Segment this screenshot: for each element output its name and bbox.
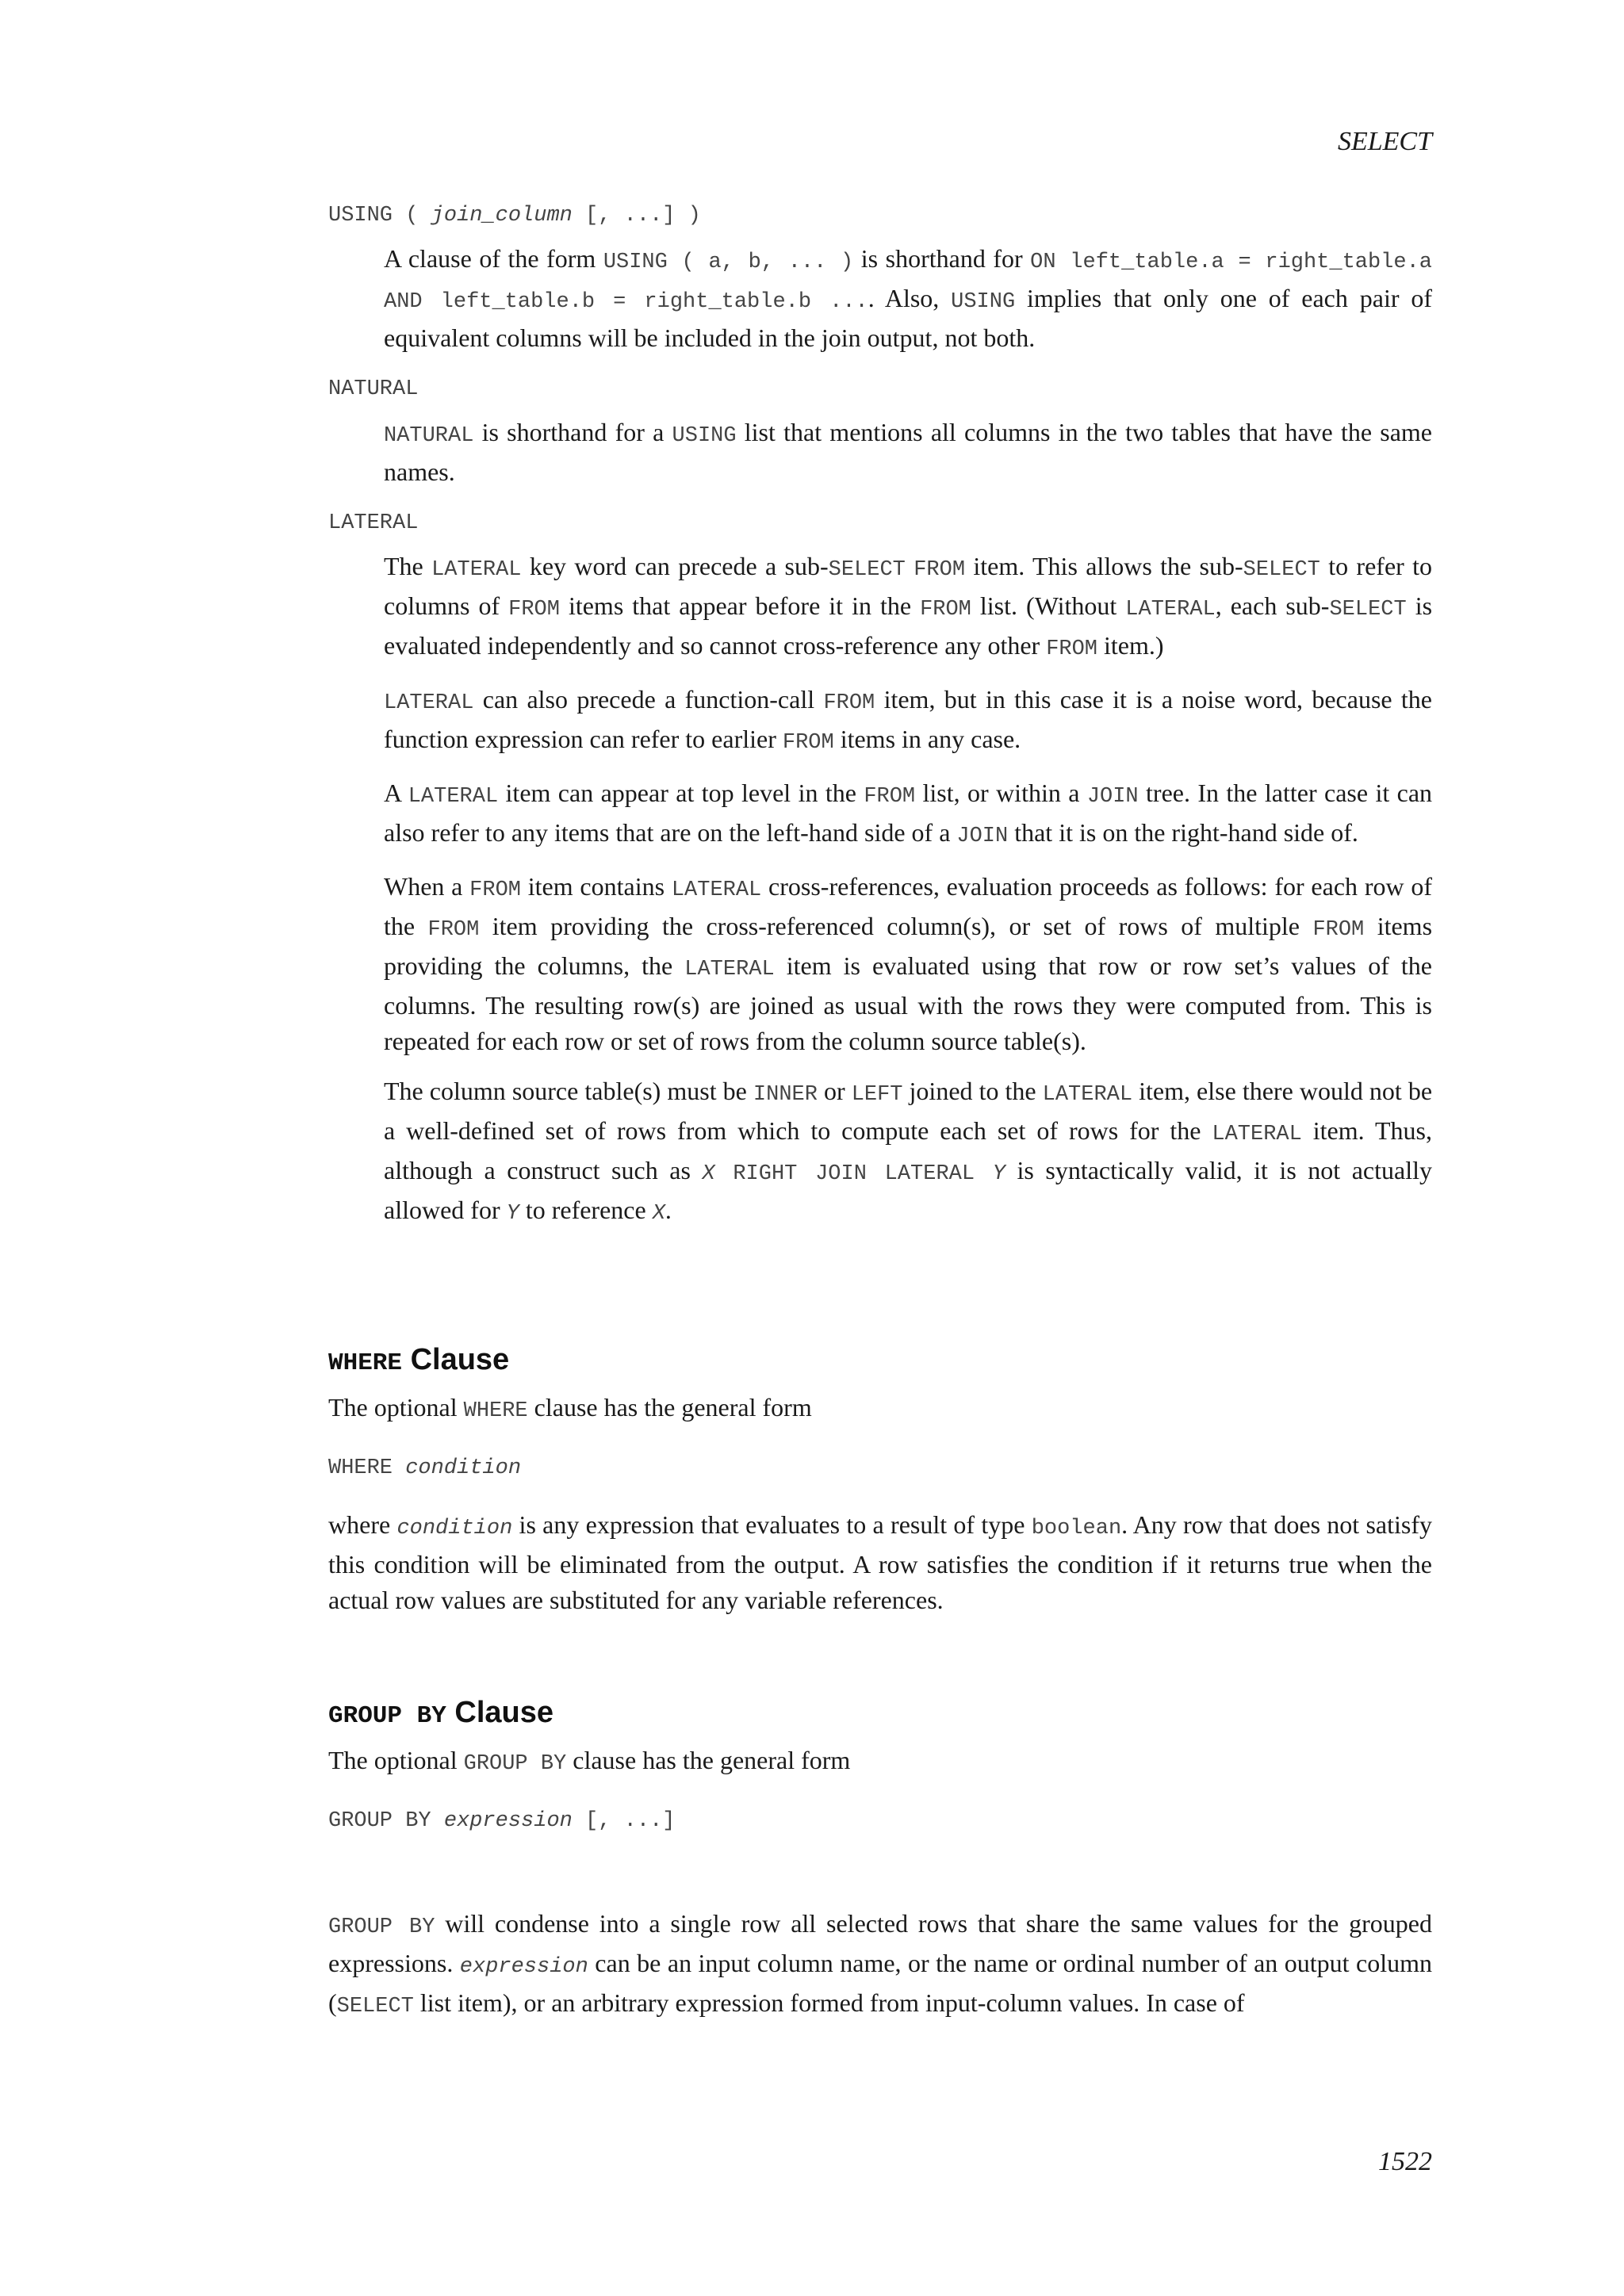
text: item. This allows the sub-	[965, 552, 1243, 580]
code-italic: condition	[396, 1517, 513, 1540]
term-using-keyword: USING (	[328, 204, 431, 228]
text: A clause of the form	[384, 244, 603, 273]
text: . Also,	[868, 284, 952, 312]
text: can be an input column name, or the name or ordinal number of an output column (	[328, 1949, 1433, 2017]
text: item providing the cross-referenced column(s), or set of rows of multiple	[479, 912, 1313, 940]
code: FROM	[1046, 637, 1097, 661]
code: USING	[672, 424, 737, 448]
code: ON left_table.a = right_table.a AND left_table.b = right_table.b ...	[384, 251, 1432, 314]
text: will condense into a single row all selected rows that share the same values for the grouped expressions.	[328, 1909, 1433, 1977]
text: to refer to columns of	[384, 552, 1433, 620]
syn-param: expression	[443, 1809, 573, 1833]
code: SELECT	[828, 558, 906, 582]
running-title: SELECT	[1337, 127, 1432, 156]
code: LATERAL	[431, 558, 522, 582]
text: items in any case.	[833, 725, 1021, 753]
term-lateral: LATERAL	[328, 511, 419, 535]
where-body	[328, 1507, 1432, 1618]
term-using	[328, 198, 1432, 233]
code: WHERE	[463, 1399, 528, 1423]
heading-text: Clause	[446, 1696, 553, 1729]
term-natural: NATURAL	[328, 377, 419, 401]
natural-description	[384, 415, 1432, 490]
text: item, but in this case it is a noise word, because the function expression can refer to earlier	[384, 685, 1433, 753]
code: FROM	[1312, 918, 1365, 942]
code: boolean	[1031, 1517, 1122, 1540]
code-italic: expression	[459, 1955, 588, 1979]
text: item, else there would not be a well-defined set of rows from which to compute each set of rows for the	[384, 1077, 1433, 1145]
page-content	[328, 198, 1432, 2025]
code: JOIN	[1086, 785, 1139, 809]
code-italic: Y	[506, 1202, 519, 1226]
text: The column source table(s) must be	[384, 1077, 753, 1105]
text: .	[665, 1196, 672, 1224]
code: LATERAL	[384, 691, 474, 715]
syn-keyword: WHERE	[328, 1456, 406, 1480]
code-italic: X	[702, 1162, 715, 1186]
text: where	[328, 1510, 397, 1539]
group-by-intro	[328, 1743, 1432, 1782]
text: or	[817, 1077, 852, 1105]
heading-code: WHERE	[328, 1349, 403, 1377]
where-clause-heading	[328, 1343, 1432, 1377]
lateral-description	[384, 549, 1432, 1232]
text: , each sub-	[1215, 591, 1330, 620]
code: LATERAL	[1212, 1123, 1302, 1146]
code: FROM	[920, 598, 971, 622]
code: LEFT	[851, 1083, 903, 1107]
code: LATERAL	[1042, 1083, 1133, 1107]
text: that it is on the right-hand side of.	[1008, 818, 1358, 847]
text: list item), or an arbitrary expression formed from input-column values. In case of	[413, 1988, 1245, 2017]
group-by-synopsis	[328, 1809, 1432, 1833]
text: item. Thus, although a construct such as	[384, 1116, 1433, 1184]
natural-paragraph	[384, 415, 1432, 490]
page-number: 1522	[1378, 2147, 1432, 2176]
code: FROM	[864, 785, 916, 809]
text: is evaluated independently and so cannot cross-reference any other	[384, 591, 1433, 660]
syn-tail: [, ...]	[572, 1809, 676, 1833]
code: USING	[951, 290, 1016, 314]
code: SELECT	[1243, 558, 1320, 582]
syn-keyword: GROUP BY	[328, 1809, 444, 1833]
using-paragraph	[384, 241, 1432, 356]
text: cross-references, evaluation proceeds as follows: for each row of the	[384, 872, 1433, 940]
text: clause has the general form	[527, 1393, 812, 1422]
text: items providing the columns, the	[384, 912, 1433, 980]
term-using-tail: [, ...] )	[572, 204, 701, 228]
heading-text: Clause	[402, 1343, 510, 1376]
text: item contains	[520, 872, 672, 901]
text: The	[384, 552, 432, 580]
text: list. (Without	[971, 591, 1126, 620]
text: . Any row that does not satisfy this condition will be eliminated from the output. A row satisfies the condition if it returns true when the actual row values are substituted for any variable references.	[328, 1510, 1433, 1614]
text: The optional	[328, 1393, 464, 1422]
lateral-paragraph-1	[384, 549, 1432, 668]
code: FROM	[508, 598, 560, 622]
group-by-clause-heading	[328, 1696, 1432, 1730]
code-italic: X	[652, 1202, 665, 1226]
text: The optional	[328, 1746, 464, 1774]
code: SELECT	[336, 1995, 414, 2019]
code: USING ( a, b, ... )	[603, 251, 854, 274]
text: clause has the general form	[566, 1746, 851, 1774]
text: to reference	[519, 1196, 653, 1224]
heading-code: GROUP BY	[328, 1702, 446, 1730]
group-by-body	[328, 1906, 1432, 2025]
code: GROUP BY	[463, 1752, 567, 1776]
text: is syntactically valid, it is not actually allowed for	[384, 1156, 1432, 1224]
text: can also precede a function-call	[473, 685, 824, 714]
lateral-paragraph-4	[384, 869, 1432, 1059]
code: FROM	[914, 558, 966, 582]
code: SELECT	[1329, 598, 1407, 622]
code: LATERAL	[1125, 598, 1216, 622]
code: FROM	[427, 918, 480, 942]
text: implies that only one of each pair of equivalent columns will be included in the join output, not both.	[384, 284, 1432, 352]
where-intro	[328, 1390, 1432, 1429]
code: FROM	[469, 878, 521, 902]
text: item is evaluated using that row or row set’s values of the columns. The resulting row(s) are joined as usual with the rows they were computed from. This is repeated for each row or set of rows from the column source table(s).	[384, 951, 1433, 1055]
text: items that appear before it in the	[559, 591, 921, 620]
text: joined to the	[902, 1077, 1043, 1105]
code: FROM	[782, 731, 834, 755]
text: A	[384, 779, 408, 807]
code: LATERAL	[671, 878, 762, 902]
text: list that mentions all columns in the two tables that have the same names.	[384, 418, 1433, 486]
code: FROM	[823, 691, 875, 715]
term-using-param: join_column	[431, 204, 573, 228]
text: When a	[384, 872, 470, 901]
text: is shorthand for	[853, 244, 1031, 273]
code: JOIN	[956, 825, 1009, 848]
code: LATERAL	[408, 785, 499, 809]
code: GROUP BY	[328, 1915, 435, 1939]
text: is any expression that evaluates to a result of type	[512, 1510, 1032, 1539]
code: RIGHT JOIN LATERAL	[714, 1162, 993, 1186]
text: is shorthand for a	[473, 418, 672, 446]
lateral-paragraph-5	[384, 1073, 1432, 1232]
text: key word can precede a sub-	[521, 552, 829, 580]
using-description	[384, 241, 1432, 356]
code: NATURAL	[384, 424, 474, 448]
where-synopsis	[328, 1456, 1432, 1480]
lateral-paragraph-3	[384, 775, 1432, 855]
text: item.)	[1097, 631, 1164, 660]
text: list, or within a	[915, 779, 1087, 807]
lateral-paragraph-2	[384, 682, 1432, 761]
code: LATERAL	[684, 958, 775, 982]
text: item can appear at top level in the	[498, 779, 864, 807]
syn-param: condition	[405, 1456, 522, 1480]
text	[906, 552, 914, 580]
code: INNER	[753, 1083, 818, 1107]
text: tree. In the latter case it can also refer to any items that are on the left-hand side of a	[384, 779, 1433, 847]
code-italic: Y	[992, 1162, 1005, 1186]
